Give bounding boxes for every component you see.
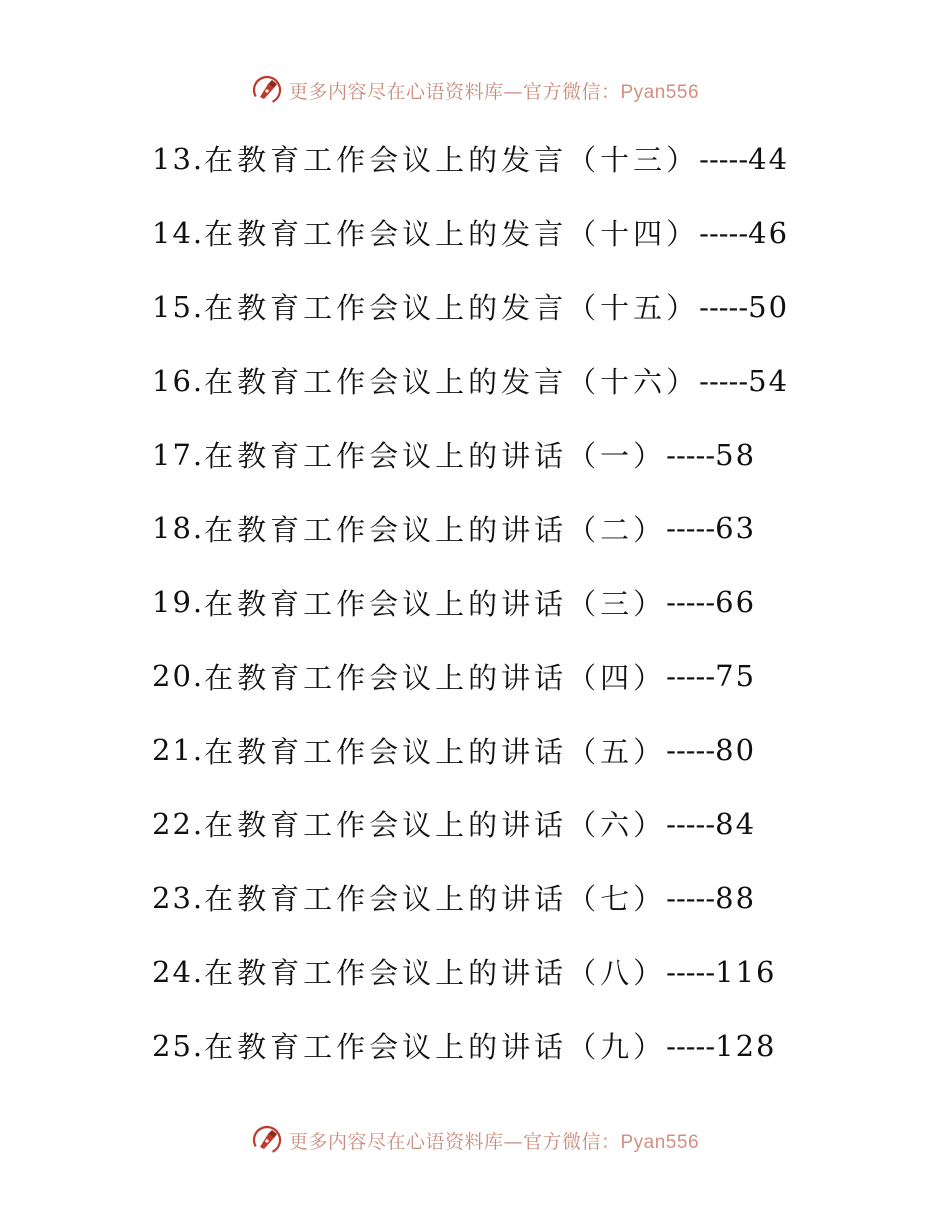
toc-item [152, 935, 912, 1009]
toc-item-title: 在教育工作会议上的讲话（七） [204, 882, 667, 917]
toc-item-number: 22. [152, 806, 205, 841]
toc-item-page: 66 [715, 585, 757, 620]
toc-item [152, 565, 912, 639]
toc-item-leader: ----- [666, 659, 716, 694]
toc-item-leader: ----- [666, 954, 716, 989]
toc-item-page: 75 [715, 659, 757, 694]
toc-item-leader: ----- [699, 141, 749, 176]
toc-item-leader: ----- [666, 806, 716, 841]
toc-item-title: 在教育工作会议上的发言（十三） [204, 143, 700, 178]
toc-item-leader: ----- [666, 511, 716, 546]
toc-item-page: 46 [748, 215, 790, 250]
toc-item-leader: ----- [666, 880, 716, 915]
toc-item-number: 13. [152, 141, 205, 176]
toc-item [152, 270, 912, 344]
toc-item-page: 54 [748, 363, 790, 398]
header-watermark [0, 70, 950, 110]
toc-item-number: 21. [152, 733, 205, 768]
toc-item-number: 16. [152, 363, 205, 398]
pen-nib-logo-icon [251, 1124, 283, 1156]
toc-item-title: 在教育工作会议上的发言（十四） [204, 217, 700, 252]
toc-item-number: 15. [152, 289, 205, 324]
toc-item-page: 80 [715, 733, 757, 768]
pen-nib-logo-icon [251, 74, 283, 106]
toc-item-page: 50 [748, 289, 790, 324]
footer-watermark [0, 1120, 950, 1160]
toc-item-number: 24. [152, 954, 205, 989]
toc-item-leader: ----- [666, 585, 716, 620]
toc-item-page: 58 [715, 437, 757, 472]
toc-item-number: 20. [152, 659, 205, 694]
toc-item-title: 在教育工作会议上的讲话（二） [204, 512, 667, 547]
toc-item-page: 84 [715, 806, 757, 841]
toc-item-title: 在教育工作会议上的讲话（一） [204, 439, 667, 473]
toc-item-page: 88 [715, 880, 757, 915]
toc-item-leader: ----- [666, 437, 716, 472]
toc-item-leader: ----- [666, 1028, 716, 1063]
toc-item-number: 25. [152, 1028, 205, 1063]
toc-item-title: 在教育工作会议上的讲话（四） [204, 660, 667, 695]
toc-item-page: 63 [715, 511, 757, 546]
toc-item-number: 18. [152, 511, 205, 546]
toc-item-number: 23. [152, 880, 205, 915]
toc-item-title: 在教育工作会议上的讲话（八） [204, 956, 667, 991]
toc-item-leader: ----- [699, 289, 749, 324]
toc-item-title: 在教育工作会议上的讲话（三） [204, 586, 667, 621]
toc-item-title: 在教育工作会议上的发言（十六） [204, 365, 700, 400]
toc-item-page: 44 [748, 141, 790, 176]
toc-item [152, 196, 912, 270]
toc-item-leader: ----- [666, 733, 716, 768]
toc-item-number: 19. [152, 585, 205, 620]
toc-item [152, 418, 912, 492]
toc-item [152, 861, 912, 935]
toc-item [152, 713, 912, 787]
toc-item-title: 在教育工作会议上的讲话（九） [204, 1030, 667, 1065]
watermark-text: 更多内容尽在心语资料库—官方微信：Pyan556 [288, 1130, 700, 1153]
toc-item-number: 17. [152, 437, 205, 472]
watermark-wechat-id: Pyan556 [620, 1131, 700, 1153]
toc-item-leader: ----- [699, 215, 749, 250]
toc-item-number: 14. [152, 215, 205, 250]
toc-item [152, 122, 912, 196]
toc-item-page: 116 [715, 954, 777, 989]
toc-item [152, 787, 912, 861]
toc-item [152, 344, 912, 418]
table-of-contents [152, 122, 912, 1083]
toc-item-leader: ----- [699, 363, 749, 398]
watermark-text: 更多内容尽在心语资料库—官方微信：Pyan556 [288, 80, 700, 103]
toc-item [152, 639, 912, 713]
toc-item-page: 128 [715, 1028, 777, 1063]
toc-item-title: 在教育工作会议上的讲话（五） [204, 734, 667, 769]
toc-item-title: 在教育工作会议上的发言（十五） [204, 291, 700, 326]
toc-item [152, 1009, 912, 1083]
watermark-wechat-id: Pyan556 [620, 81, 700, 103]
toc-item-title: 在教育工作会议上的讲话（六） [204, 808, 667, 843]
toc-item [152, 491, 912, 565]
